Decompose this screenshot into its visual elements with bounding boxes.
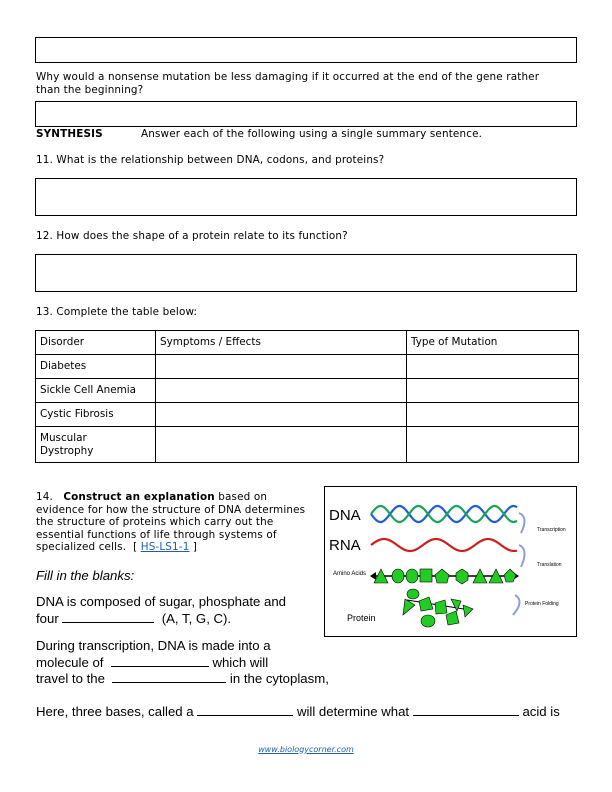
chain-arrow-left (370, 572, 376, 580)
answer-box-11[interactable] (35, 178, 577, 216)
curved-arrow-icon (519, 513, 525, 533)
curved-arrow-icon (513, 595, 520, 615)
blank-molecule[interactable] (111, 654, 209, 667)
sentence-3 (36, 703, 560, 720)
amino-acid-shape (456, 569, 468, 584)
blank-nitrogen-bases[interactable] (62, 610, 154, 623)
question-14-number: 14. (36, 491, 53, 503)
amino-acid-shape (406, 569, 418, 583)
sentence-2-line-1: During transcription, DNA is made into a (36, 638, 271, 653)
amino-acid-shape (504, 569, 516, 582)
dna-strands (371, 506, 517, 522)
table-row (36, 403, 579, 427)
amino-acids-label-text: Amino Acids (333, 571, 367, 577)
header-symptoms: Symptoms / Effects (156, 331, 407, 355)
answer-box-9[interactable] (35, 37, 577, 63)
sentence-3-part-c: acid is (522, 704, 560, 719)
blank-location[interactable] (112, 670, 226, 683)
blank-amino[interactable] (413, 703, 519, 716)
diagram-svg (325, 487, 576, 636)
mutation-type-cell[interactable] (407, 355, 579, 379)
header-mutation-type: Type of Mutation (407, 331, 579, 355)
folded-amino-acid (419, 597, 433, 611)
fill-heading: Fill in the blanks: (36, 568, 135, 583)
sentence-2-part-e: in the cytoplasm, (229, 671, 329, 686)
curved-arrow-icon (519, 545, 525, 567)
mutation-type-cell[interactable] (407, 379, 579, 403)
table-row (36, 427, 579, 463)
blank-codon[interactable] (197, 703, 293, 716)
translation-label: Translation (537, 562, 562, 568)
sentence-1-part-c: (A, T, G, C). (161, 611, 232, 626)
sentence-2-part-c: which will (212, 655, 269, 670)
question-14-text: 14. Construct an explanation based on evidence for how the structure of DNA determines the structure of proteins which carry out the essential functions of life through systems of specialized cells. [ HS-LS1-1 ] (36, 491, 306, 553)
row-disorder: Muscular Dystrophy (36, 427, 156, 463)
sentence-2-part-b: molecule of (36, 655, 104, 670)
question-10-text: Why would a nonsense mutation be less damaging if it occurred at the end of the gene rather than the beginning? (36, 71, 540, 96)
row-disorder: Cystic Fibrosis (36, 403, 156, 427)
synthesis-heading: SYNTHESIS (36, 128, 103, 140)
dna-label: DNA (329, 507, 361, 524)
question-14-bold: Construct an explanation (63, 491, 215, 503)
folded-amino-acid (435, 600, 447, 614)
answer-box-10[interactable] (35, 101, 577, 127)
sentence-1-line-2 (36, 610, 231, 627)
header-disorder: Disorder (36, 331, 156, 355)
folded-amino-acid (451, 599, 461, 611)
amino-acid-shape (435, 569, 449, 583)
protein-label: Protein (347, 613, 376, 623)
amino-acids-label (333, 571, 366, 577)
question-12-text: 12. How does the shape of a protein relate to its function? (36, 230, 348, 242)
folded-protein (403, 589, 473, 627)
footer-link[interactable]: www.biologycorner.com (258, 745, 354, 754)
transcription-label: Transcription (537, 527, 566, 533)
symptoms-cell[interactable] (156, 427, 407, 463)
question-13-text: 13. Complete the table below: (36, 306, 198, 318)
amino-acid-shape (420, 569, 432, 582)
synthesis-instruction: Answer each of the following using a single summary sentence. (141, 128, 483, 140)
amino-acid-shape (392, 569, 404, 583)
amino-acid-chain (370, 569, 519, 584)
question-11-text: 11. What is the relationship between DNA, codons, and proteins? (36, 154, 385, 166)
symptoms-cell[interactable] (156, 403, 407, 427)
folded-amino-acid (463, 605, 473, 617)
sentence-3-part-b: will determine what (296, 704, 410, 719)
sentence-3-part-a: Here, three bases, called a (36, 704, 194, 719)
sentence-2-line-2 (36, 654, 268, 671)
protein-folding-label: Protein Folding (525, 601, 559, 607)
dna-strand-blue (371, 506, 517, 522)
table-row (36, 379, 579, 403)
dna-strand-green (371, 506, 517, 522)
answer-box-12[interactable] (35, 254, 577, 292)
folded-amino-acid (446, 611, 459, 625)
rna-label: RNA (329, 537, 361, 554)
sentence-2-part-d: travel to the (36, 671, 105, 686)
rna-strand (371, 539, 517, 551)
row-disorder: Sickle Cell Anemia (36, 379, 156, 403)
rna-strand-red (371, 539, 517, 551)
step-arrows (513, 513, 525, 615)
sentence-1-part-b: four (36, 611, 59, 626)
table-header-row (36, 331, 579, 355)
mutation-type-cell[interactable] (407, 403, 579, 427)
symptoms-cell[interactable] (156, 355, 407, 379)
standard-link[interactable]: HS-LS1-1 (140, 541, 190, 553)
folded-amino-acid (407, 589, 419, 599)
mutation-table (35, 330, 579, 463)
sentence-2-line-3 (36, 670, 329, 687)
question-14-body: based on evidence for how the structure of DNA determines the structure of proteins which carry out the essential functions of life through systems of specialized cells. (36, 491, 306, 553)
table-row (36, 355, 579, 379)
sentence-1-line-1: DNA is composed of sugar, phosphate and (36, 594, 286, 609)
folded-amino-acid (421, 615, 435, 627)
protein-synthesis-diagram (324, 486, 577, 637)
mutation-type-cell[interactable] (407, 427, 579, 463)
symptoms-cell[interactable] (156, 379, 407, 403)
row-disorder: Diabetes (36, 355, 156, 379)
